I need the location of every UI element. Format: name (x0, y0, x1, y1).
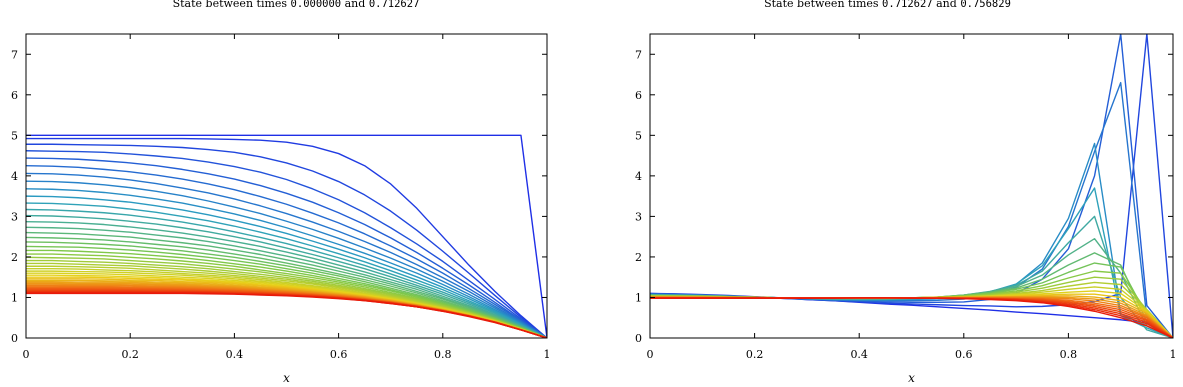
x-tick-label: 0 (646, 348, 654, 361)
x-tick-label: 0.4 (850, 348, 868, 361)
y-tick-label: 2 (635, 250, 642, 264)
y-tick-label: 6 (635, 88, 642, 102)
x-tick-label: 0.6 (955, 348, 973, 361)
y-tick-label: 4 (635, 169, 642, 183)
y-tick-label: 5 (635, 129, 642, 143)
chart-title-t-end: 0.712627 (368, 0, 420, 10)
y-tick-label: 3 (11, 210, 18, 224)
x-axis-label: x (283, 371, 290, 385)
line-chart-right (592, 0, 1183, 387)
y-tick-label: 1 (635, 291, 642, 305)
plot-frame (650, 34, 1173, 338)
chart-title-t-start: 0.000000 (290, 0, 342, 10)
x-tick-label: 0.8 (1059, 348, 1078, 361)
series-line-3 (650, 34, 1173, 338)
x-tick-label: 0.8 (434, 348, 452, 361)
y-tick-label: 6 (11, 88, 18, 102)
y-tick-label: 4 (11, 169, 18, 183)
chart-title-t-end: 0.756829 (960, 0, 1011, 10)
series-line-47 (26, 293, 547, 338)
chart-title-middle: and (341, 0, 369, 10)
y-tick-label: 5 (11, 129, 18, 143)
y-tick-label: 0 (11, 332, 18, 345)
x-tick-label: 0 (22, 348, 30, 361)
x-tick-label: 0.6 (329, 348, 348, 361)
y-tick-label: 7 (11, 48, 18, 62)
y-tick-label: 0 (635, 332, 642, 345)
chart-title-t-start: 0.712627 (882, 0, 933, 10)
series-group (26, 135, 547, 338)
y-tick-label: 2 (11, 250, 18, 264)
y-tick-label: 3 (635, 210, 642, 224)
x-tick-label: 1 (543, 348, 551, 361)
x-tick-label: 0.2 (121, 348, 139, 361)
series-group (650, 34, 1173, 338)
x-tick-label: 1 (1169, 348, 1177, 361)
x-axis-label: x (908, 371, 915, 385)
chart-panel-right (592, 0, 1183, 387)
x-tick-label: 0.4 (225, 348, 244, 361)
chart-title-middle: and (932, 0, 961, 10)
series-line-2 (650, 34, 1173, 338)
x-tick-label: 0.2 (745, 348, 764, 361)
y-tick-label: 7 (635, 48, 642, 62)
chart-title-prefix: State between times (764, 0, 883, 10)
y-tick-label: 1 (11, 291, 18, 305)
chart-title-prefix: State between times (172, 0, 291, 10)
